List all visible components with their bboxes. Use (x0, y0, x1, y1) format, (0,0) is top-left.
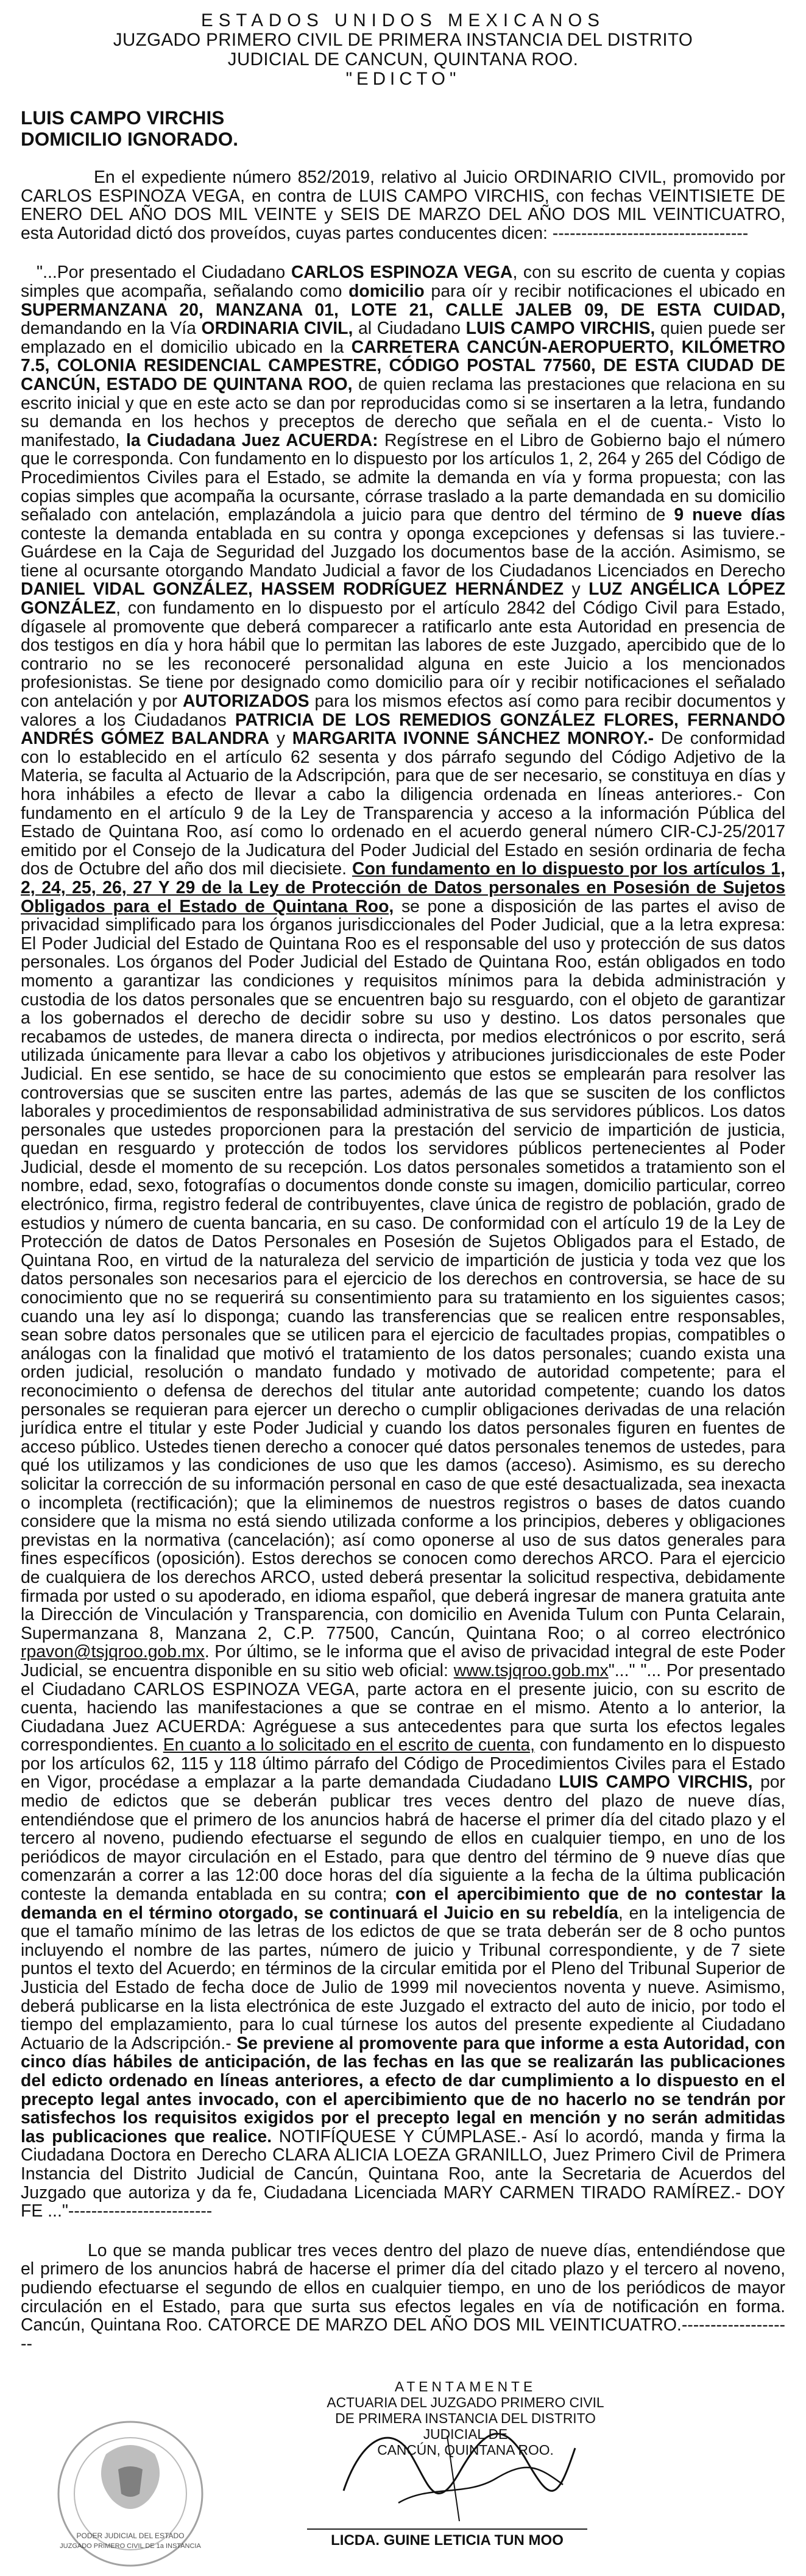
body-segment: SUPERMANZANA 20, MANZANA 01, LOTE 21, CALLE JALEB 09, DE ESTA CUIDAD, (21, 300, 785, 320)
body-segment: se pone a disposición de las partes el aviso de privacidad simplificado para los órganos jurisdiccionales del Poder Judicial, que a la letra expresa: El Poder Judicial del Estado de Quintana Roo es el responsable del uso y protección de sus datos personales. Los órganos del Poder Judicial del Estado de Quintana Roo, están obligados en todo momento a garantizar las condiciones y requisitos mínimos para la debida administración y custodia de los datos personales que se encuentren bajo su resguardo, con el objeto de garantizar a los gobernados el derecho de decidir sobre su uso y destino. Los datos personales que recabamos de ustedes, de manera directa o indirecta, por medios electrónicos o por escrito, será utilizada únicamente para llevar a cabo los objetivos y atribuciones jurisdiccionales de este Poder Judicial. En ese sentido, se hace de su conocimiento que estos se emplearán para resolver las controversias que se susciten entre las partes, además de las que se susciten de los conflictos laborales y procedimientos de responsabilidad administrativa de sus servidores públicos. Los datos personales que ustedes proporcionen para la prestación del servicio de impartición de justicia, quedan en resguardo y protección de todos los servidores públicos pertenecientes al Poder Judicial, desde el momento de su recepción. Los datos personales sometidos a tratamiento son el nombre, edad, sexo, fotografías o documentos donde conste su imagen, domicilio particular, correo electrónico, firma, registro federal de contribuyentes, clave única de registro de población, grado de estudios y número de cuenta bancaria, en su caso. De conformidad con el artículo 19 de la Ley de Protección de datos de Datos Personales en Posesión de Sujetos Obligados para el Estado, de Quintana Roo, en virtud de la naturaleza del servicio de impartición de justicia y toda vez que los datos personales son necesarios para el ejercicio de los derechos en controversia, se hace de su conocimiento que no se requerirá su consentimiento para su tratamiento en los siguientes casos; cuando una ley así lo disponga; cuando las transferencias que se realicen entre responsables, sean sobre datos personales que se utilicen para el ejercicio de facultades propias, compatibles o análogas con la finalidad que motivó el tratamiento de los datos personales; cuando exista una orden judicial, resolución o mandato fundado y motivado de autoridad competente; para el reconocimiento o defensa de derechos del titular ante autoridad competente; cuando los datos personales se requieran para ejercer un derecho o cumplir obligaciones derivadas de una relación jurídica entre el titular y este Poder Judicial y cuando los datos personales figuren en fuentes de acceso público. Ustedes tienen derecho a conocer qué datos personales tenemos de ustedes, para qué los utilizamos y las condiciones de uso que les damos (acceso). Asimismo, es su derecho solicitar la corrección de su información personal en caso de que esté desactualizada, sea inexacta o incompleta (rectificación); que la eliminemos de nuestros registros o bases de datos cuando considere que la misma no está siendo utilizada conforme a los principios, deberes y obligaciones previstas en la normativa (cancelación); así como oponerse al uso de sus datos generales para fines específicos (oposición). Estos derechos se conocen como derechos ARCO. Para el ejercicio de cualquiera de los derechos ARCO, usted deberá presentar la solicitud respectiva, debidamente firmada por usted o su apoderado, en idioma español, que deberá ingresar de manera gratuita ante la Dirección de Vinculación y Transparencia, con domicilio en Avenida Tulum con Punta Celarain, Supermanzana 8, Manzana 2, C.P. 77500, Cancún, Quintana Roo; o al correo electrónico (21, 896, 785, 1643)
addressee-block (21, 107, 785, 150)
body-segment: En cuanto a lo solicitado en el escrito de cuenta, (163, 1735, 535, 1755)
body-segment: y (269, 729, 292, 749)
intro-paragraph: En el expediente número 852/2019, relativo al Juicio ORDINARIO CIVIL, promovido por CARLOS ESPINOZA VEGA, en contra de LUIS CAMPO VIRCHIS, con fechas VEINTISIETE DE ENERO DEL AÑO DOS MIL VEINTE y SEIS DE MARZO DEL AÑO DOS MIL VEINTICUATRO, esta Autoridad dictó dos proveídos, cuyas partes conducentes dicen: ---------------------------------- (21, 168, 785, 243)
body-segment: "..." "... Por presentado el Ciudadano CARLOS ESPINOZA VEGA, parte actora en el presente juicio, con su escrito de cuenta, haciendo las manifestaciones a que se contrae en el mismo. Atento a lo anterior, la Ciudadana Juez ACUERDA: Agréguese a sus antecedentes para que surta los efectos legales correspondientes. (21, 1660, 785, 1755)
body-segment: Se previene al promovente para que informe a esta Autoridad, con cinco días hábiles de anticipación, de las fechas en las que se realizarán las publicaciones del edicto ordenado en líneas anteriores, a efecto de dar cumplimiento a lo dispuesto en el precepto legal antes invocado, con el apercibimiento que de no hacerlo no se tendrán por satisfechos los requisitos exigidos por el precepto legal en mención y no serán admitidas las publicaciones que realice. (21, 2033, 785, 2146)
body-segment: ORDINARIA CIVIL, (201, 319, 353, 339)
body-segment: con el apercibimiento que de no contestar la demanda en el término otorgado, se continuará el Juicio en su rebeldía (21, 1884, 785, 1923)
signature-role-2: DE PRIMERA INSTANCIA DEL DISTRITO JUDICIAL DE (335, 2410, 596, 2443)
resolution-text (21, 263, 785, 2220)
addressee-name: LUIS CAMPO VIRCHIS (21, 107, 225, 129)
header-court: JUZGADO PRIMERO CIVIL DE PRIMERA INSTANCIA DEL DISTRITO (113, 30, 693, 50)
body-segment: PATRICIA DE LOS REMEDIOS GONZÁLEZ FLORES, FERNANDO ANDRÉS GÓMEZ BALANDRA (21, 710, 786, 749)
signature-line (307, 2528, 587, 2530)
seal-text-2: JUZGADO PRIMERO CIVIL DE 1a INSTANCIA (60, 2542, 201, 2550)
body-segment: , con fundamento en lo dispuesto por el artículo 2842 del Código Civil para Estado, dígasele al promovente que deberá comparecer a ratificarlo ante esta Autoridad en presencia de dos testigos en día y hora hábil que lo permitan las labores de este Juzgado, apercibido que de lo contrario no se les reconoceré personalidad alguna en este Juicio a los mencionados profesionistas. Se tiene por designado como domicilio para oír y recibir notificaciones el señalado con antelación y por (21, 598, 785, 712)
body-segment: la Ciudadana Juez ACUERDA: (126, 430, 378, 450)
body-segment: . Por último, se le informa que el aviso de privacidad integral de este Poder Judicial, se encuentra disponible en su sitio web oficial: (21, 1642, 785, 1680)
seal-text-1: PODER JUDICIAL DEL ESTADO (76, 2532, 185, 2541)
body-segment: "...Por presentado el Ciudadano (37, 263, 291, 283)
signature-role-1: ACTUARIA DEL JUZGADO PRIMERO CIVIL (327, 2394, 604, 2411)
body-segment: CARLOS ESPINOZA VEGA (291, 263, 513, 283)
body-segment: 9 nueve días (674, 505, 785, 525)
header-country: ESTADOS UNIDOS MEXICANOS (201, 10, 605, 30)
body-segment: quien puede ser emplazado en el domicilio ubicado en la (21, 319, 785, 357)
signature-atentamente: ATENTAMENTE (394, 2379, 537, 2395)
body-segment: con fundamento en lo dispuesto por los artículos 62, 115 y 118 último párrafo del Código de Procedimientos Civiles para el Estado en Vigor, procédase a emplazar a la parte demandada Ciudadano (21, 1735, 785, 1792)
body-segment: domicilio (348, 281, 425, 301)
signature-role-3: CANCÚN, QUINTANA ROO. (377, 2442, 554, 2458)
body-segment: de quien reclama las prestaciones que relaciona en su escrito inicial y que en este acto se dan por reproducidas como si se insertaren a la letra, fundando su demanda en los hechos y preceptos de derecho que señala en el de cuenta.- Visto lo manifestado, (21, 374, 785, 450)
body-segment: www.tsjqroo.gob.mx (453, 1660, 609, 1680)
body-segment: Con fundamento en lo dispuesto por los artículos 1, 2, 24, 25, 26, 27 Y 29 de la Ley de Protección de Datos personales en Posesión de Sujetos Obligados para el Estado de Quintana Roo, (21, 859, 785, 916)
body-segment: NOTIFÍQUESE Y CÚMPLASE.- Así lo acordó, manda y firma la Ciudadana Doctora en Derecho CLARA ALICIA LOEZA GRANILLO, Juez Primero Civil de Primera Instancia del Distrito Judicial de Cancún, Quintana Roo, ante la Secretaria de Acuerdos del Juzgado que autoriza y da fe, Ciudadana Licenciada MARY CARMEN TIRADO RAMÍREZ.- DOY FE ..."------------------------- (21, 2126, 785, 2221)
body-segment: para oír y recibir notificaciones el ubicado en (424, 281, 786, 301)
body-segment: Regístrese en el Libro de Gobierno bajo el número que le corresponda. Con fundamento en lo dispuesto por los artículos 1, 2, 264 y 265 del Código de Procedimientos Civiles para el Estado, se admite la demanda en vía y forma propuesta; con las copias simples que acompaña la ocursante, córrase traslado a la parte demandada en su domicilio señalado con antelación, emplazándola a juicio para que dentro del término de (21, 430, 785, 525)
body-segment: , en la inteligencia de que el tamaño mínimo de las letras de los edictos de que se trata deberán ser de 8 ocho puntos incluyendo el nombre de las partes, número de juicio y Tribunal correspondiente, y de 7 siete puntos el texto del Acuerdo; en términos de la circular emitida por el Pleno del Tribunal Superior de Justicia del Estado de fecha doce de Julio de 1999 mil novecientos noventa y nueve. Asimismo, deberá publicarse en la lista electrónica de este Juzgado el extracto del auto de inicio, por todo el tiempo del emplazamiento, para lo cual túrnese los autos del presente expediente al Ciudadano Actuario de la Adscripción.- (21, 1903, 785, 2053)
signature-title (307, 2379, 624, 2458)
body-segment: CARRETERA CANCÚN-AEROPUERTO, KILÓMETRO 7.5, COLONIA RESIDENCIAL CAMPESTRE, CÓDIGO POSTAL 77560, DE ESTA CIUDAD DE CANCÚN, ESTADO DE QUINTANA ROO, (21, 337, 785, 394)
body-segment: y (564, 579, 589, 600)
court-seal-icon (39, 2411, 222, 2576)
body-segment: al Ciudadano (353, 319, 466, 339)
body-segment: para los mismos efectos así como para recibir documentos y valores a los Ciudadanos (21, 692, 786, 730)
signature-block (21, 2375, 785, 2576)
body-segment: demandando en la Vía (21, 319, 202, 339)
body-segment: conteste la demanda entablada en su contra y oponga excepciones y defensas si las tuviere.-Guárdese en la Caja de Seguridad del Juzgado los documentos base de la acción. Asimismo, se tiene al ocursante otorgando Mandato Judicial a favor de los Ciudadanos Licenciados en Derecho (21, 523, 785, 581)
header-district: JUDICIAL DE CANCUN, QUINTANA ROO. (227, 49, 579, 69)
header-edict-title: "EDICTO" (345, 69, 461, 89)
body-segment: , con su escrito de cuenta y copias simples que acompaña, señalando como (21, 263, 785, 301)
body-segment: LUIS CAMPO VIRCHIS, (559, 1772, 753, 1792)
closing-paragraph: Lo que se manda publicar tres veces dentro del plazo de nueve días, entendiéndose que el primero de los anuncios habrá de hacerse el primer día del citado plazo y el tercero al noveno, pudiendo efectuarse el segundo de ellos en cualquier tiempo, en uno de los periódicos de mayor circulación en el Estado, para que surta sus efectos legales en vía de notificación en forma. Cancún, Quintana Roo. CATORCE DE MARZO DEL AÑO DOS MIL VEINTICUATRO.-------------------- (21, 2240, 785, 2354)
body-segment: DANIEL VIDAL GONZÁLEZ, HASSEM RODRÍGUEZ HERNÁNDEZ (21, 579, 564, 600)
body-segment: AUTORIZADOS (182, 692, 309, 712)
body-segment: por medio de edictos que se deberán publicar tres veces dentro del plazo de nueve días, entendiéndose que el primero de los anuncios habrá de hacerse el primer día del citado plazo y el tercero al noveno, pudiendo efectuarse el segundo de ellos en cualquier tiempo, en uno de los periódicos de mayor circulación en el Estado, para que dentro del término de 9 nueve días que comenzarán a correr a las 12:00 doce horas del día siguiente a la fecha de la última publicación conteste la demanda entablada en su contra; (21, 1772, 785, 1905)
addressee-address: DOMICILIO IGNORADO. (21, 128, 238, 150)
body-segment: MARGARITA IVONNE SÁNCHEZ MONROY.- (292, 729, 654, 749)
body-segment: LUZ ANGÉLICA LÓPEZ GONZÁLEZ (21, 579, 785, 618)
body-segment: rpavon@tsjqroo.gob.mx (21, 1642, 205, 1662)
body-segment: De conformidad con lo establecido en el artículo 62 sesenta y dos párrafo segundo del Código Adjetivo de la Materia, se faculta al Actuario de la Adscripción, para que de ser necesario, se constituya en días y hora inhábiles a efecto de llevar a cabo la diligencia ordenada en líneas anteriores.- Con fundamento en el artículo 9 de la Ley de Transparencia y acceso a la información Pública del Estado de Quintana Roo, así como lo ordenado en el acuerdo general número CIR-CJ-25/2017 emitido por el Consejo de la Judicatura del Poder Judicial del Estado en sesión ordinaria de fecha dos de Octubre del año dos mil diecisiete. (21, 729, 785, 879)
body-segment: LUIS CAMPO VIRCHIS, (465, 319, 656, 339)
signer-name: LICDA. GUINE LETICIA TUN MOO (331, 2532, 564, 2549)
